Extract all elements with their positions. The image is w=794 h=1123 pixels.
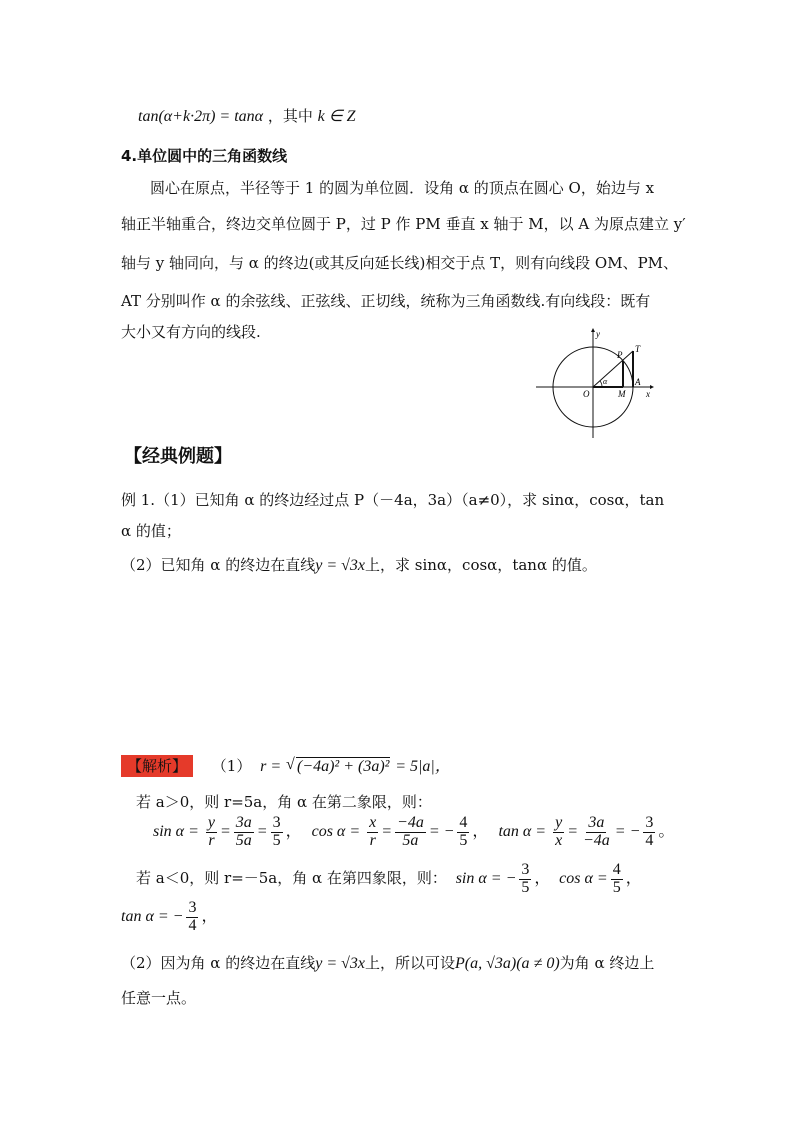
formula-expr: tan(α+k·2π) = tanα — [138, 108, 264, 125]
origin-label: O — [583, 389, 590, 399]
y-axis-label: y — [596, 329, 600, 339]
neg-cos: cos α = $\frac{4}{5}$ ， — [559, 861, 642, 896]
radius-rhs: = 5|a|， — [395, 758, 451, 775]
example1-line3-pre: （2）已知角 α 的终边在直线 — [121, 556, 316, 574]
part1-label: （1） — [211, 757, 252, 775]
point-m-label: M — [618, 389, 626, 399]
unit-circle-figure — [536, 328, 654, 438]
solution-part2-line1 — [121, 952, 654, 973]
example1-line3 — [121, 554, 597, 575]
radius-radicand: (−4a)² + (3a)² — [296, 758, 390, 775]
angle-alpha-label: α — [603, 377, 608, 386]
pos-cos: cos α = $\frac{x}{r}$ = $\frac{-4a}{5a}$ = − $\frac{4}{5}$ ， — [311, 814, 489, 849]
part2-point: P(a, √3a)(a ≠ 0) — [455, 955, 560, 972]
formula-note: ，其中 — [267, 107, 313, 125]
terminal-side — [593, 351, 633, 387]
solution-part2-line2: 任意一点。 — [121, 989, 197, 1007]
positive-case-formulas — [153, 815, 674, 850]
example1-line3-post: 上，求 sinα，cosα，tanα 的值。 — [365, 556, 597, 574]
solution-tag: 【解析】 — [121, 755, 193, 777]
examples-heading: 【经典例题】 — [124, 446, 232, 467]
neg-tan: tan α = − $\frac{3}{4}$ ， — [121, 899, 218, 934]
paragraph-line: 圆心在原点，半径等于 1 的圆为单位圆．设角 α 的顶点在圆心 O，始边与 x — [150, 179, 655, 197]
x-axis-arrow — [650, 385, 654, 389]
x-axis-label: x — [646, 389, 650, 399]
section-title: 4.单位圆中的三角函数线 — [121, 147, 288, 165]
point-p-label: P — [617, 350, 623, 360]
paragraph-line: 轴正半轴重合，终边交单位圆于 P，过 P 作 PM 垂直 x 轴于 M，以 A 为原点建立 y′ — [121, 215, 686, 233]
radius-lhs: r = — [260, 758, 282, 775]
point-t-label: T — [635, 344, 641, 354]
pos-sin: sin α = $\frac{y}{r}$ = $\frac{3a}{5a}$ = $\frac{3}{5}$ ， — [153, 814, 302, 849]
paragraph-line: AT 分别叫作 α 的余弦线、正弦线、正切线，统称为三角函数线.有向线段：既有 — [121, 292, 651, 310]
line-equation: y = √3x — [315, 557, 365, 574]
paragraph-line: 轴与 y 轴同向，与 α 的终边(或其反向延长线)相交于点 T，则有向线段 OM、PM、 — [121, 254, 679, 272]
example1-line2: α 的值； — [121, 522, 181, 540]
part2-line-equation: y = √3x — [315, 955, 365, 972]
part2-pre: （2）因为角 α 的终边在直线 — [121, 954, 316, 972]
case-negative-text: 若 a＜0，则 r=－5a，角 α 在第四象限，则： — [136, 868, 447, 887]
radius-sqrt: √ (−4a)² + (3a)² — [285, 756, 390, 775]
point-a-label: A — [635, 377, 641, 387]
example1-line1: 例 1.（1）已知角 α 的终边经过点 P（－4a，3a）（a≠0），求 sinα，cosα，tan — [121, 491, 665, 509]
part2-post: 为角 α 终边上 — [559, 954, 655, 972]
periodicity-formula — [138, 105, 356, 126]
formula-condition: k ∈ Z — [317, 108, 356, 125]
case-positive-text: 若 a＞0，则 r=5a，角 α 在第二象限，则： — [136, 793, 432, 811]
paragraph-line: 大小又有方向的线段. — [121, 323, 261, 341]
pos-tan: tan α = $\frac{y}{x}$ = $\frac{3a}{-4a}$ = − $\frac{3}{4}$ 。 — [498, 814, 675, 849]
neg-sin: sin α = − $\frac{3}{5}$ ， — [455, 861, 551, 896]
solution-part1-header — [121, 753, 451, 776]
negative-case-line — [136, 862, 642, 897]
y-axis-arrow — [591, 328, 595, 332]
part2-mid: 上，所以可设 — [365, 954, 456, 972]
